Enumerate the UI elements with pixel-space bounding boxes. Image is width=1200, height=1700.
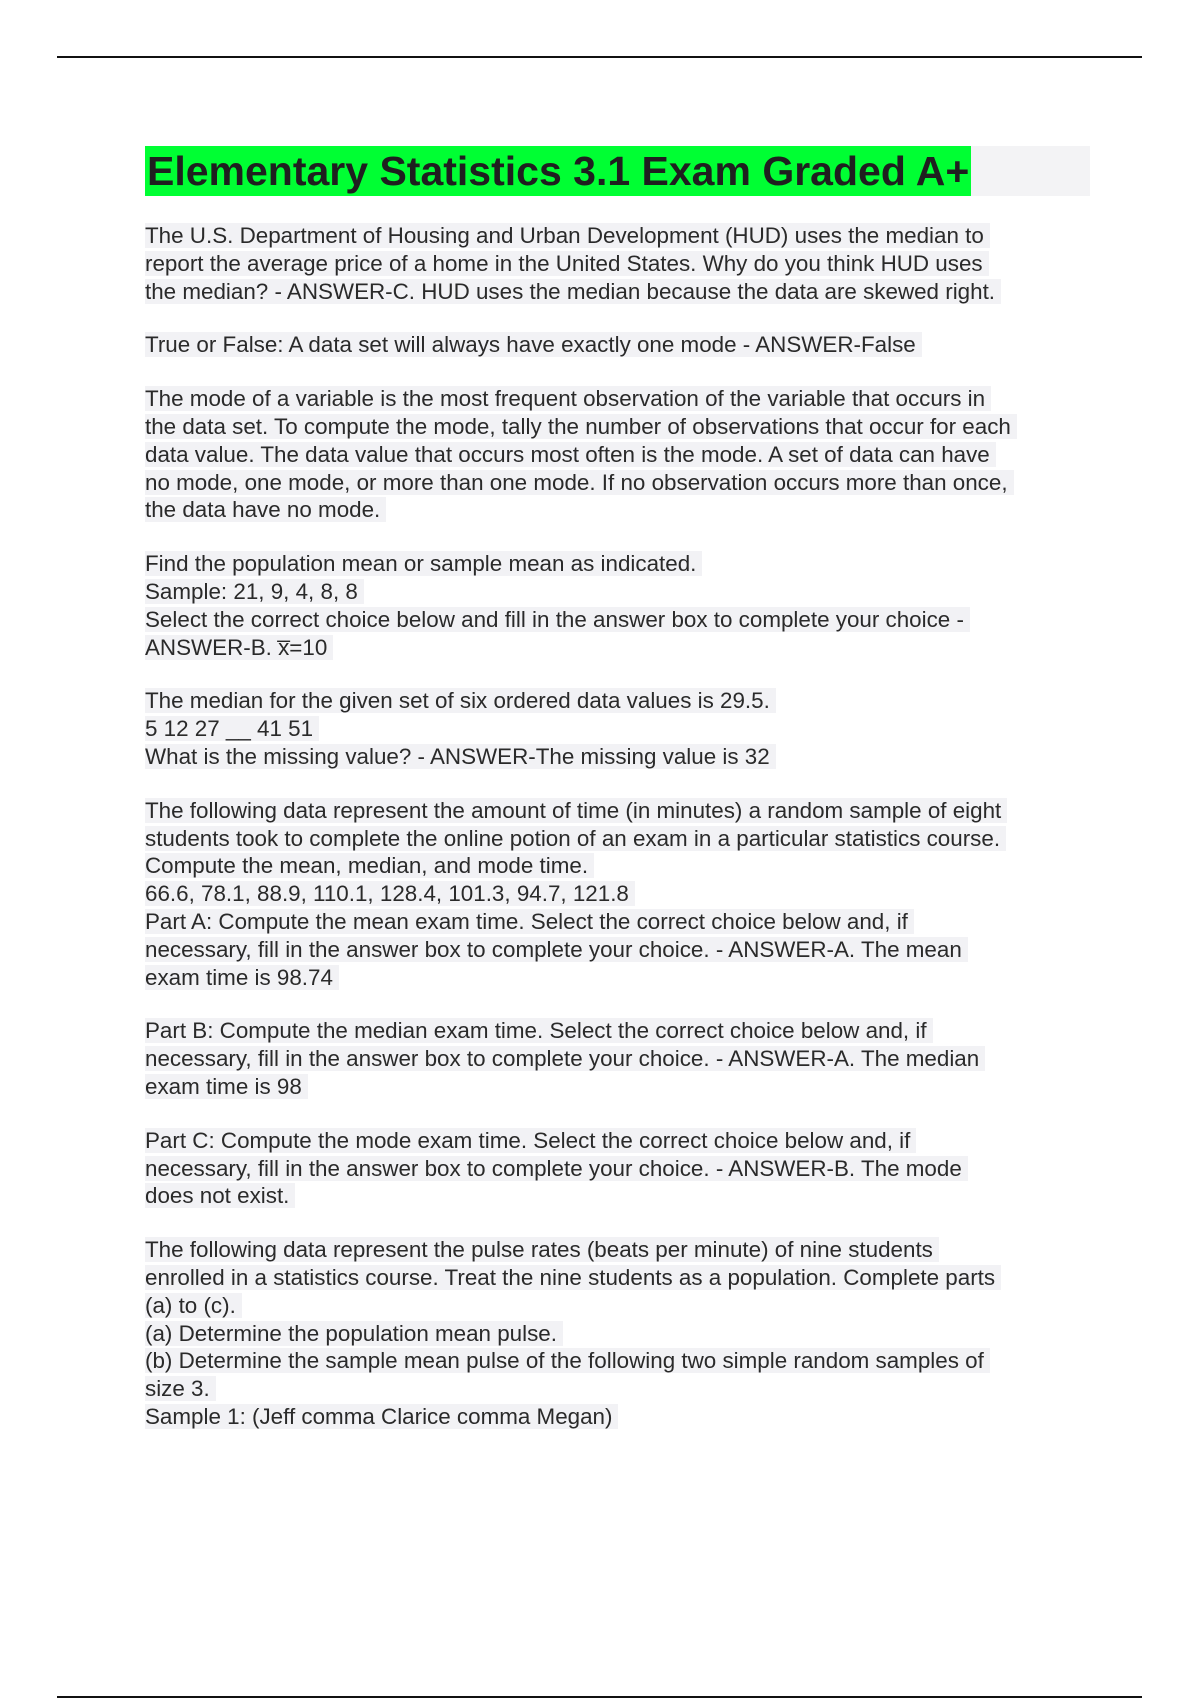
- text-line-content: True or False: A data set will always have exactly one mode - ANSWER-False: [145, 332, 922, 357]
- text-line: [145, 1375, 1095, 1403]
- text-line: [145, 1127, 1095, 1155]
- text-line-content: 5 12 27 __ 41 51: [145, 716, 319, 741]
- text-line-content: (a) Determine the population mean pulse.: [145, 1321, 563, 1346]
- text-line-content: The following data represent the amount of time (in minutes) a random sample of eight: [145, 798, 1007, 823]
- text-line-content: necessary, fill in the answer box to complete your choice. - ANSWER-A. The mean: [145, 937, 968, 962]
- text-line: [145, 606, 1095, 634]
- document-title: Elementary Statistics 3.1 Exam Graded A+: [147, 148, 970, 194]
- text-line-content: The median for the given set of six ordered data values is 29.5.: [145, 688, 776, 713]
- text-line: [145, 1292, 1095, 1320]
- paragraph-gap: [145, 1210, 1095, 1236]
- text-line-content: necessary, fill in the answer box to complete your choice. - ANSWER-A. The median: [145, 1046, 985, 1071]
- text-line: [145, 496, 1095, 524]
- text-line-content: exam time is 98: [145, 1074, 308, 1099]
- text-line: [145, 964, 1095, 992]
- text-line-content: What is the missing value? - ANSWER-The missing value is 32: [145, 744, 776, 769]
- text-line-content: no mode, one mode, or more than one mode. If no observation occurs more than once,: [145, 470, 1014, 495]
- text-line: [145, 1073, 1095, 1101]
- text-line-content: Find the population mean or sample mean as indicated.: [145, 551, 702, 576]
- text-line-content: necessary, fill in the answer box to complete your choice. - ANSWER-B. The mode: [145, 1156, 968, 1181]
- qa-paragraph: [145, 385, 1095, 524]
- text-line-content: the data set. To compute the mode, tally the number of observations that occur for each: [145, 414, 1017, 439]
- qa-paragraph: [145, 1236, 1095, 1431]
- text-line: [145, 385, 1095, 413]
- text-line: [145, 687, 1095, 715]
- text-line: [145, 908, 1095, 936]
- text-line-content: data value. The data value that occurs most often is the mode. A set of data can have: [145, 442, 996, 467]
- qa-paragraph: [145, 550, 1095, 661]
- text-line-content: students took to complete the online potion of an exam in a particular statistics course.: [145, 826, 1006, 851]
- text-line: [145, 1155, 1095, 1183]
- text-line-content: The U.S. Department of Housing and Urban Development (HUD) uses the median to: [145, 223, 990, 248]
- text-line-content: (a) to (c).: [145, 1293, 242, 1318]
- text-line: [145, 852, 1095, 880]
- text-line: [145, 578, 1095, 606]
- text-line: [145, 1045, 1095, 1073]
- qa-paragraph: [145, 222, 1095, 305]
- text-line: [145, 413, 1095, 441]
- text-line-content: the median? - ANSWER-C. HUD uses the median because the data are skewed right.: [145, 279, 1001, 304]
- text-line-content: 66.6, 78.1, 88.9, 110.1, 128.4, 101.3, 94.7, 121.8: [145, 881, 635, 906]
- text-line-content: Part C: Compute the mode exam time. Select the correct choice below and, if: [145, 1128, 916, 1153]
- paragraph-gap: [145, 991, 1095, 1017]
- paragraph-gap: [145, 661, 1095, 687]
- page-bottom-rule: [57, 1696, 1142, 1698]
- text-line: [145, 1264, 1095, 1292]
- text-line: [145, 743, 1095, 771]
- text-line: [145, 797, 1095, 825]
- text-line-content: Sample 1: (Jeff comma Clarice comma Megan): [145, 1404, 618, 1429]
- text-line-content: Part A: Compute the mean exam time. Select the correct choice below and, if: [145, 909, 914, 934]
- text-line: [145, 880, 1095, 908]
- qa-paragraph: [145, 1017, 1095, 1100]
- text-line-content: Select the correct choice below and fill in the answer box to complete your choice -: [145, 607, 970, 632]
- text-line: [145, 1236, 1095, 1264]
- qa-paragraph: [145, 687, 1095, 770]
- text-line: [145, 222, 1095, 250]
- text-line: [145, 1182, 1095, 1210]
- text-line-content: does not exist.: [145, 1183, 295, 1208]
- paragraph-gap: [145, 524, 1095, 550]
- text-line: [145, 1017, 1095, 1045]
- text-line: [145, 1347, 1095, 1375]
- text-line-content: Compute the mean, median, and mode time.: [145, 853, 594, 878]
- text-line: [145, 634, 1095, 662]
- text-line: [145, 1320, 1095, 1348]
- text-line-content: Sample: 21, 9, 4, 8, 8: [145, 579, 364, 604]
- text-line-content: the data have no mode.: [145, 497, 386, 522]
- qa-paragraph: [145, 797, 1095, 992]
- paragraph-gap: [145, 771, 1095, 797]
- text-line: [145, 550, 1095, 578]
- paragraph-gap: [145, 359, 1095, 385]
- text-line: [145, 469, 1095, 497]
- text-line-content: enrolled in a statistics course. Treat the nine students as a population. Complete parts: [145, 1265, 1001, 1290]
- text-line: [145, 278, 1095, 306]
- text-line-content: Part B: Compute the median exam time. Select the correct choice below and, if: [145, 1018, 933, 1043]
- qa-paragraph: [145, 1127, 1095, 1210]
- text-line-content: exam time is 98.74: [145, 965, 339, 990]
- qa-paragraph: [145, 331, 1095, 359]
- text-line-content: The mode of a variable is the most frequent observation of the variable that occurs in: [145, 386, 991, 411]
- text-line-content: The following data represent the pulse rates (beats per minute) of nine students: [145, 1237, 939, 1262]
- text-line-content: size 3.: [145, 1376, 216, 1401]
- text-line-content: report the average price of a home in the United States. Why do you think HUD uses: [145, 251, 989, 276]
- paragraph-gap: [145, 1101, 1095, 1127]
- text-line: [145, 441, 1095, 469]
- text-line: [145, 331, 1095, 359]
- paragraph-gap: [145, 305, 1095, 331]
- text-line: [145, 936, 1095, 964]
- page-top-rule: [57, 56, 1142, 58]
- text-line: [145, 825, 1095, 853]
- text-line-content: ANSWER-B. x̅=10: [145, 635, 333, 660]
- document-body: [145, 222, 1095, 1431]
- text-line: [145, 250, 1095, 278]
- text-line: [145, 1403, 1095, 1431]
- text-line: [145, 715, 1095, 743]
- text-line-content: (b) Determine the sample mean pulse of the following two simple random samples of: [145, 1348, 990, 1373]
